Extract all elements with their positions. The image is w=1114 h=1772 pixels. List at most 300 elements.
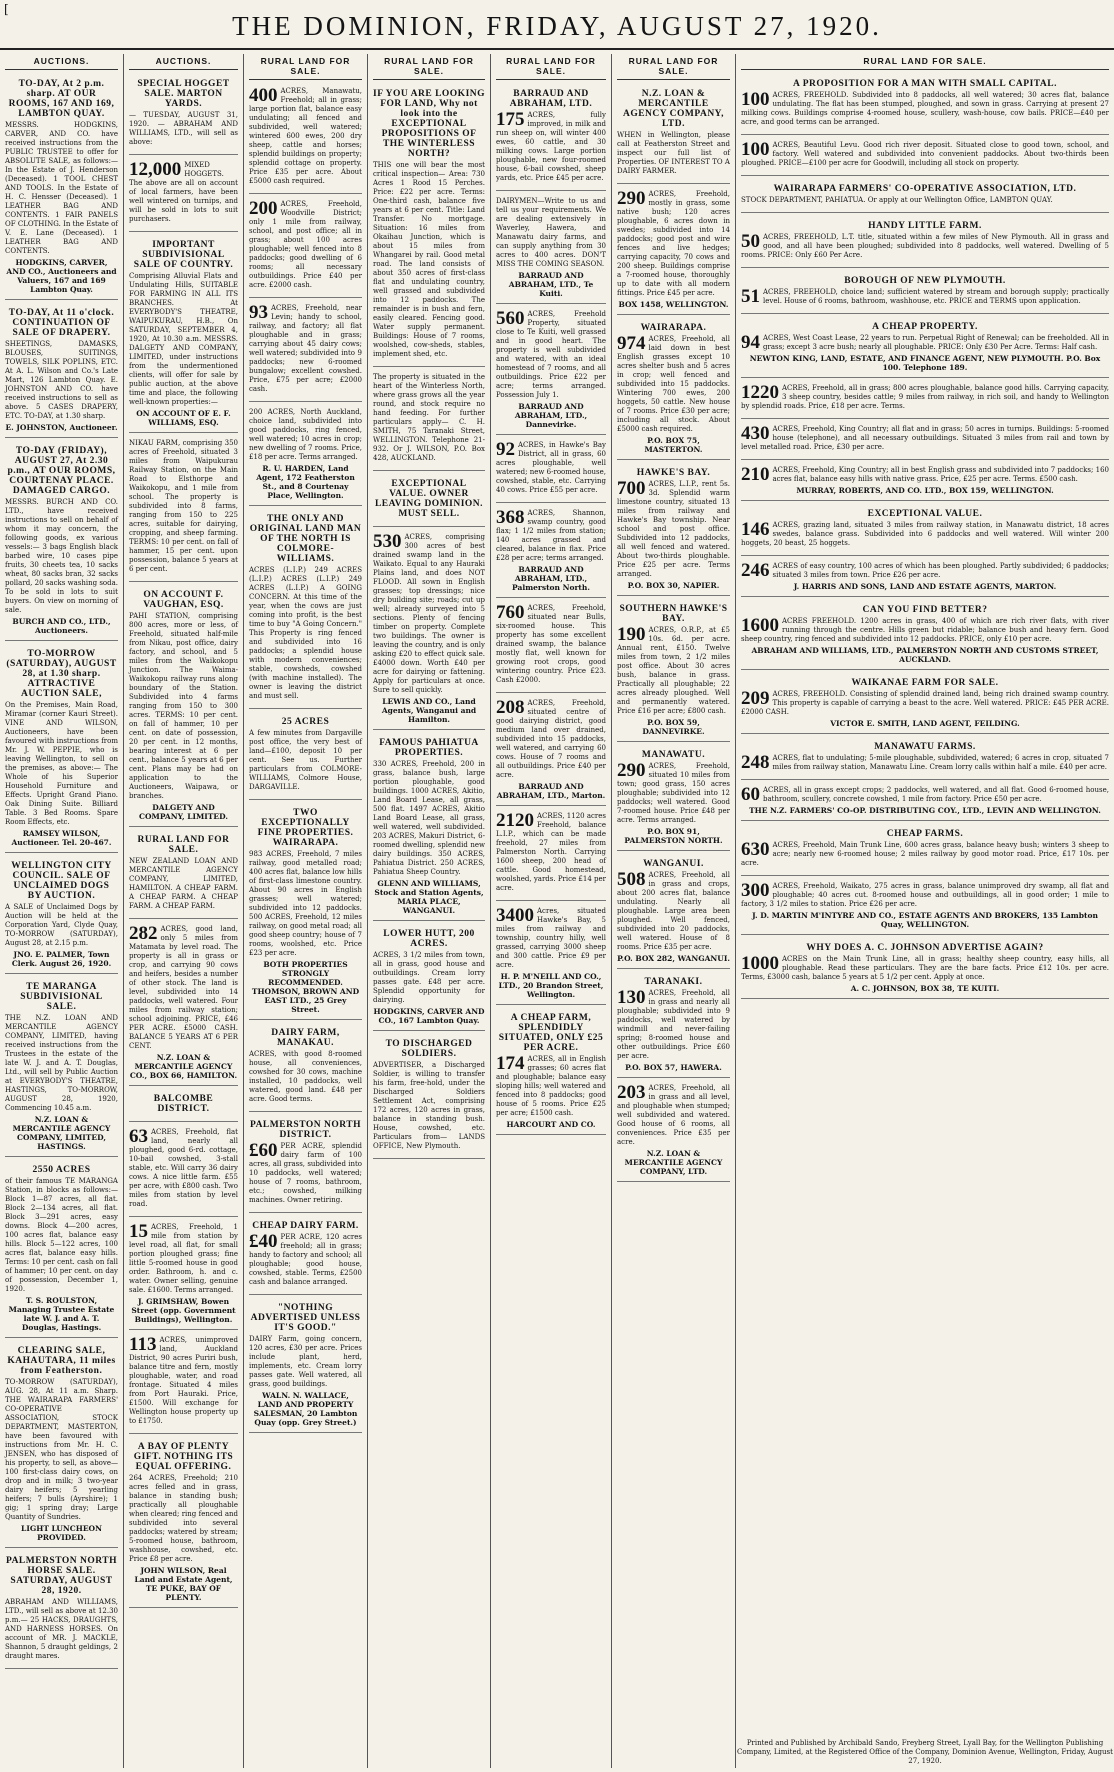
ad-body-text: ACRES, grazing land, situated 3 miles from railway station, in Manawatu district, 18 acres swedes, balance grass. Subdivided into 6 paddocks and well watered. Will winter 200 hoggets, 20 beast, 25 hoggets.: [741, 521, 1109, 547]
ad-body-text: ACRES, Manawatu, Freehold; all in grass; large portion flat, balance easy undulating; all fenced and subdivided, well watered; wintered 600 ewes, 200 dry sheep, cattle and horses; splendid buildings on property; splendid cottage on property. Price £35 per acre. About £5000 cash required.: [249, 87, 362, 185]
advertisement: [741, 74, 1109, 135]
ad-body: [617, 989, 730, 1061]
ad-body-text: ACRES, Freehold, situated 10 miles from town; good grass, 150 acres ploughable; subdivided into 12 paddocks; well watered. Good 7-roomed house. Price £48 per acre. Terms arranged.: [617, 762, 730, 824]
ad-lead-figure: 15: [129, 1221, 148, 1242]
ad-lead-figure: 146: [741, 519, 770, 540]
column-2: [124, 54, 244, 1768]
advertisement: [129, 436, 238, 582]
advertisement: [5, 977, 118, 1157]
ad-body: [741, 521, 1109, 548]
column-header: RURAL LAND FOR SALE.: [373, 54, 485, 80]
ad-body: [741, 786, 1109, 804]
ad-body-text: ACRES, FREEHOLD, L.T. title, situated within a few miles of New Plymouth. All in grass and good, and all have been ploughed; subdivided into 8 paddocks, well watered. Dwelling of 5 rooms. PRICE: Only £60 Per Acre.: [741, 233, 1109, 259]
advertisement: [496, 307, 606, 435]
advertisement: [741, 938, 1109, 999]
ad-lead-figure: 700: [617, 478, 646, 499]
column-header: RURAL LAND FOR SALE.: [249, 54, 362, 80]
ad-signature: LIGHT LUNCHEON PROVIDED.: [21, 1524, 102, 1542]
column-header: RURAL LAND FOR SALE.: [496, 54, 606, 80]
ad-signature: P.O. BOX 75, MASTERTON.: [644, 436, 703, 454]
ad-body: [496, 1055, 606, 1118]
advertisement: [5, 1551, 118, 1669]
ad-body-text: ACRES, Freehold, all in grass and nearly all ploughable; subdivided into 9 paddocks, well watered by windmill and never-failing spring; 8-roomed house and other outbuildings. Price £60 per acre.: [617, 989, 730, 1060]
ad-signature: THE N.Z. FARMERS' CO-OP. DISTRIBUTING COY., LTD., LEVIN AND WELLINGTON.: [749, 806, 1101, 815]
ad-heading: A BAY OF PLENTY GIFT. NOTHING ITS EQUAL OFFERING.: [133, 1442, 234, 1472]
ad-body-text: ACRES, L.I.P., rent 5s. 3d. Splendid warm limestone country, situated 13 miles from railway and Hawke's Bay township. Near school and post office. Subdivided into 12 paddocks, all well fenced and watered. About two-thirds ploughable. Price £25 per acre. Terms arranged.: [617, 480, 730, 578]
ad-body: [741, 384, 1109, 411]
ad-heading: TO-DAY (FRIDAY), AUGUST 27, At 2.30 p.m., AT OUR ROOMS, COURTENAY PLACE. DAMAGED CARGO.: [7, 446, 116, 496]
ad-body: [617, 762, 730, 825]
ad-body-text: ACRES, Freehold, situated centre of good dairying district, good medium land over drained, subdivided into 15 paddocks, well watered, and carrying 60 cows. House of 7 rooms and all outbuildings. Price £40 per acre.: [496, 699, 606, 779]
advertisement: [617, 1081, 730, 1182]
advertisement: [249, 197, 362, 298]
column-7: [736, 54, 1114, 1768]
advertisement: [741, 216, 1109, 268]
ad-lead-figure: 1600: [741, 615, 779, 636]
advertisement: [5, 74, 118, 300]
ad-body: [741, 288, 1109, 306]
advertisement: [741, 179, 1109, 213]
ad-body-text: ACRES, with good 8-roomed house, all conveniences, cowshed for 30 cows, machine installed, 10 paddocks, well watered, good land. £48 per acre. Good terms.: [249, 1050, 362, 1103]
ad-signature: ABRAHAM AND WILLIAMS, LTD., PALMERSTON NORTH AND CUSTOMS STREET, AUCKLAND.: [751, 646, 1099, 664]
ad-body: [496, 509, 606, 563]
ad-signature: LEWIS AND CO., Land Agents, Wanganui and Hamilton.: [381, 697, 477, 724]
advertisement: [617, 84, 730, 184]
ad-heading: TO-DAY, At 2 p.m. sharp. AT OUR ROOMS, 167 AND 169, LAMBTON QUAY.: [8, 79, 115, 119]
ad-signature: BARRAUD AND ABRAHAM, LTD., Te Kuiti.: [508, 271, 594, 298]
ad-heading: CHEAP DAIRY FARM.: [252, 1221, 359, 1231]
ad-lead-figure: 175: [496, 109, 525, 130]
ad-signature: J. HARRIS AND SONS, LAND AND ESTATE AGENTS, MARTON.: [793, 582, 1057, 591]
ad-lead-figure: 1000: [741, 953, 779, 974]
advertisement: [496, 84, 606, 191]
ad-signature: HODGKINS, CARVER, AND CO., Auctioneers and Valuers, 167 and 169 Lambton Quay.: [6, 258, 117, 294]
advertisement: [5, 856, 118, 974]
ad-lead-figure: 63: [129, 1126, 148, 1147]
ad-body-text: ACRES, FREEHOLD. Consisting of splendid drained land, being rich drained swamp country. This property is capable of carrying a beast to the acre. Well watered. PRICE: £45 PER ACRE. £2000 CASH.: [741, 690, 1109, 716]
ad-body-text: DAIRYMEN—Write to us and tell us your requirements. We are dealing extensively in Waverley, Hawera, and Manawatu dairy farms, and can supply anything from 30 acres to 400 acres. DON'T MISS THE COMING SEASON.: [496, 197, 606, 268]
column-5: [491, 54, 612, 1768]
ad-signature: BOX 1458, WELLINGTON.: [618, 300, 729, 309]
ad-body: [496, 111, 606, 183]
ad-body-text: ACRES, Freehold, all in grass and all level, and ploughable when stumped; well subdivided and watered. Good house of 6 rooms, all conveniences. Price £35 per acre.: [617, 1084, 730, 1146]
ad-lead-figure: 400: [249, 85, 278, 106]
ad-body: [741, 955, 1109, 982]
ad-body: [496, 604, 606, 685]
ad-signature: E. JOHNSTON, Auctioneer.: [5, 423, 118, 432]
ad-body-text: ACRES, Beautiful Levu. Good rich river deposit. Situated close to good town, school, and factory. Well watered and subdivided into convenient paddocks. About two-thirds been ploughed. PRICE—£100 per acre for Goodwill, including all stock on property.: [741, 141, 1109, 167]
ad-body: [741, 141, 1109, 168]
ad-signature: ON ACCOUNT OF E. F. WILLIAMS, ESQ.: [136, 409, 231, 427]
ad-signature: HODGKINS, CARVER AND CO., 167 Lambton Quay.: [373, 1007, 485, 1025]
ad-lead-figure: 100: [741, 89, 770, 110]
ad-lead-figure: 60: [741, 784, 760, 805]
ad-body: [5, 1598, 118, 1661]
ad-lead-figure: 50: [741, 231, 760, 252]
ad-lead-figure: 209: [741, 688, 770, 709]
ad-body-text: DAIRY Farm, going concern, 120 acres, £30 per acre. Prices include plant, herd, implements, etc. Cream lorry passes gate. Well watered, all grass, good buildings.: [249, 1335, 362, 1388]
ad-signature: P.O. BOX 91, PALMERSTON NORTH.: [624, 827, 723, 845]
ad-body-text: ADVERTISER, a Discharged Soldier, is willing to transfer his farm, free-hold, under the Discharged Soldiers Settlement Act, comprising 172 acres, 120 acres in grass, balance in standing bush. House, cowshed, etc. Particulars from— LANDS OFFICE, New Plymouth.: [373, 1061, 485, 1150]
ad-heading: "NOTHING ADVERTISED UNLESS IT'S GOOD.": [250, 1303, 361, 1333]
advertisement: [741, 317, 1109, 378]
ad-body: [249, 566, 362, 701]
ad-signature: J. D. MARTIN M'INTYRE AND CO., ESTATE AGENTS AND BROKERS, 135 Lambton Quay, WELLINGTON.: [752, 911, 1098, 929]
ad-lead-figure: 92: [496, 439, 515, 460]
ad-body-text: ACRES, O.R.P., at £5 10s. 6d. per acre. Annual rent, £150. Twelve miles from town, 2 1/2 miles post office. About 30 acres bush, balance in grass. Practically all ploughable; 22 acres already ploughed. Well and permanently watered. Price £16 per acre; £800 cash.: [617, 626, 730, 715]
advertisement: [496, 438, 606, 503]
ad-lead-figure: 93: [249, 302, 268, 323]
advertisement: [373, 370, 485, 471]
advertisement: [129, 1089, 238, 1122]
advertisement: [249, 509, 362, 709]
ad-body-text: 983 ACRES, Freehold, 7 miles railway, good metalled road; 400 acres flat, balance low hills of first-class limestone country. About 90 acres in English grasses; well watered; subdivided into 12 paddocks. 500 ACRES, Freehold, 12 miles railway, on good metal road; all good sheep country; house of 7 rooms, woolshed, etc. Price £23 per acre.: [249, 850, 362, 957]
advertisement: [741, 504, 1109, 556]
ad-signature: BURCH AND CO., LTD., Auctioneers.: [12, 617, 111, 635]
advertisement: [496, 696, 606, 806]
ad-lead-figure: 210: [741, 464, 770, 485]
ad-body: [249, 200, 362, 290]
ad-body: [617, 871, 730, 952]
ad-signature: A. C. JOHNSON, BOX 38, TE KUITI.: [850, 984, 1000, 993]
ad-body-text: 264 ACRES, Freehold; 210 acres felled and in grass, balance in standing bush; practically all ploughable when cleared; ring fenced and subdivided into several paddocks; watered by stream; 5-roomed house, bathroom, washhouse, cowshed, etc. Price £8 per acre.: [129, 1474, 238, 1563]
ad-body: [5, 498, 118, 615]
ad-body-text: ACRES, 3 1/2 miles from town, all in grass, good house and outbuildings. Cream lorry passes gate. £48 per acre. Splendid opportunity for dairying.: [373, 951, 485, 1004]
ad-body: [373, 951, 485, 1005]
columns-container: [0, 54, 1114, 1768]
ad-heading: 2550 ACRES: [32, 1165, 91, 1175]
ad-body-text: ACRES, good land, only 5 miles from Matamata by level road. The property is all in grass or crop, and carrying 90 cows and heifers, besides a number of other stock. The land is level, subdivided into 14 paddocks, well watered. Four miles from railway station; school adjoining. PRICE, £46 PER ACRE. £5000 CASH. BALANCE 5 YEARS AT 6 PER CENT.: [129, 925, 238, 1050]
ad-lead-figure: 760: [496, 602, 525, 623]
advertisement: [249, 301, 362, 402]
ad-heading: TARANAKI.: [644, 977, 703, 987]
advertisement: [249, 1298, 362, 1433]
advertisement: [741, 138, 1109, 176]
advertisement: [129, 158, 238, 232]
ad-lead-figure: 2120: [496, 810, 534, 831]
advertisement: [617, 745, 730, 851]
ad-body-text: ACRES, Freehold, 1 mile from station by level road, all flat, for small portion ploughed grass; fine little 5-roomed house in good order. Bathroom, h. and c. water. Owner selling, genuine sale. £1600. Terms arranged.: [129, 1223, 238, 1294]
printer-imprint: Printed and Published by Archibald Sando, Freyberg Street, Lyall Bay, for the Wellington Publishing Company, Limited, at the Registered Office of the Company, Dominion Avenue, Wellington, Friday, August 27, 1920.: [737, 1739, 1113, 1765]
ad-lead-figure: 100: [741, 139, 770, 160]
ad-body: [129, 439, 238, 574]
ad-body: [741, 233, 1109, 260]
ad-body: [741, 334, 1109, 352]
ad-body: [129, 1223, 238, 1295]
ad-body: [5, 701, 118, 827]
ad-lead-figure: 290: [617, 188, 646, 209]
advertisement: [496, 1008, 606, 1135]
ad-body: [617, 1084, 730, 1147]
ad-heading: WANGANUI.: [643, 859, 704, 869]
ad-heading: EXCEPTIONAL VALUE.: [867, 509, 983, 519]
ad-heading: WAIKANAE FARM FOR SALE.: [851, 678, 999, 688]
ad-signature: WALN. N. WALLACE, LAND AND PROPERTY SALESMAN, 20 Lambton Quay (opp. Grey Street.): [253, 1391, 358, 1427]
ad-body: [741, 617, 1109, 644]
ad-heading: WELLINGTON CITY COUNCIL. SALE OF UNCLAIMED DOGS BY AUCTION.: [11, 861, 112, 901]
ad-body: [5, 1378, 118, 1522]
advertisement: [373, 733, 485, 921]
ad-lead-figure: 190: [617, 624, 646, 645]
ad-body: [373, 533, 485, 695]
advertisement: [617, 318, 730, 460]
ad-body: [373, 1061, 485, 1151]
ad-body: [249, 87, 362, 186]
ad-heading: CHEAP FARMS.: [886, 829, 964, 839]
ad-body-text: — TUESDAY, AUGUST 31, 1920. — ABRAHAM AND WILLIAMS, LTD., will sell as above:: [129, 111, 238, 146]
advertisement: [617, 854, 730, 969]
ad-body: [129, 161, 238, 224]
ad-signature: BOTH PROPERTIES STRONGLY RECOMMENDED. THOMSON, BROWN AND EAST LTD., 25 Grey Street.: [251, 960, 360, 1014]
ad-body: [496, 441, 606, 495]
ad-body-text: TO-MORROW (SATURDAY), AUG. 28, At 11 a.m. Sharp. THE WAIRARAPA FARMERS' CO-OPERATIVE ASSOCIATION, STOCK DEPARTMENT, MASTERTON, have been favoured with instructions from Mr. H. C. JENSEN, who has disposed of his property, to sell, as above— 100 first-class dairy cows, on drop and in milk; 3 two-year dairy heifers; 5 yearling heifers; 7 bulls (Ayrshire); 1 gig; 1 spring dray; Large Quantity of Sundries.: [5, 1378, 118, 1521]
ad-signature: GLENN AND WILLIAMS, Stock and Station Agents, MARIA PLACE, WANGANUI.: [374, 879, 484, 915]
ad-body-text: ACRES, Shannon, swamp country, good flax; 1 1/2 miles from station; 140 acres grassed and cleared, balance in flax. Price £28 per acre; terms arranged.: [496, 509, 606, 562]
ad-body: [617, 190, 730, 298]
ad-signature: NEWTON KING, LAND, ESTATE, AND FINANCE AGENT, NEW PLYMOUTH. P.O. Box 100. Telephone 189.: [749, 354, 1101, 372]
ad-body-text: THIS one will bear the most critical inspection— Area: 730 Acres 1 Rood 15 Perches. Price: £22 per acre. Terms: One-third cash, balance five years at 6 per cent. Title: Land Transfer. No mortgage. Situation: 16 miles from Okaihau Junction, which is about 15 miles from Whangarei by rail. Good metal road. The land consists of about 350 acres of first-class flat and undulating country, well grassed and subdivided into 12 paddocks. The remainder is in bush and fern, easily cleared. Fencing good. Water supply permanent. Buildings: House of 7 rooms, woolshed, cow-sheds, stables, implement shed, etc.: [373, 161, 485, 358]
ad-body: [5, 903, 118, 948]
ad-lead-figure: £60: [249, 1140, 278, 1161]
ad-body: [129, 925, 238, 1051]
ad-body-text: ACRES, Freehold, flat land, nearly all ploughed, good 6-rd. cottage, 10-bail cowshed, 3-stall stable, etc. Will carry 36 dairy cows. A nice little farm. £55 per acre, with £800 cash. Two miles from station by level road.: [129, 1128, 238, 1208]
ad-body: [129, 111, 238, 147]
ad-body: [496, 310, 606, 400]
ad-body: [129, 1474, 238, 1564]
advertisement: [496, 194, 606, 304]
masthead-title: THE DOMINION, FRIDAY, AUGUST 27, 1920.: [232, 11, 882, 41]
ad-body-text: The property is situated in the heart of the Winterless North, where grass grows all the year round, and stock require no hand feeding. For further particulars apply— C. H. SMITH, 75 Taranaki Street, WELLINGTON. Telephone 21-932. Or J. WILSON, P.O. Box 428, AUCKLAND.: [373, 373, 485, 462]
ad-signature: BARRAUD AND ABRAHAM, LTD., Dannevirke.: [514, 402, 588, 429]
ad-heading: TO-DAY, At 11 o'clock. CONTINUATION OF SALE OF DRAPERY.: [8, 308, 115, 338]
advertisement: [249, 1216, 362, 1295]
ad-body-text: Comprising Alluvial Flats and Undulating Hills, SUITABLE FOR FARMING IN ALL ITS BRANCHES. At EVERYBODY'S THEATRE, WAIPUKURAU, H.B., On SATURDAY, SEPTEMBER 4, 1920, At 10.30 a.m. MESSRS. DALGETY AND COMPANY, LIMITED, under instructions from the undermentioned clients, will offer for sale by public auction, at the above time and place, the following well-known properties:—: [129, 272, 238, 406]
advertisement: [5, 1160, 118, 1338]
advertisement: [249, 405, 362, 506]
advertisement: [373, 84, 485, 367]
advertisement: [373, 474, 485, 527]
ad-heading: A PROPOSITION FOR A MAN WITH SMALL CAPITAL.: [793, 79, 1057, 89]
ad-lead-figure: 530: [373, 531, 402, 552]
ad-lead-figure: 248: [741, 752, 770, 773]
advertisement: [129, 830, 238, 919]
ad-body-text: ACRES on the Main Trunk Line, all in grass; healthy sheep country, easy hills, all ploughable. Read these particulars. They are the bare facts. Price £12 10s. per acre. Terms, £3000 cash, balance 5 years at 5 1/2 per cent. Apply at once.: [741, 955, 1109, 981]
ad-body-text: ACRES of easy country, 100 acres of which has been ploughed. Partly subdivided; 6 paddocks; situated 3 miles from town. Price £26 per acre.: [772, 562, 1109, 579]
ad-body-text: SHEETINGS, DAMASKS, BLOUSES, SUITINGS, TOWELS, SILK POPLINS, ETC. At A. L. Wilson and Co.'s Late Mart, 126 Lambton Quay. E. JOHNSTON AND CO. have received instructions to sell as above. 5 CASES DRAPERY, ETC. TO-DAY, at 1.30 sharp.: [5, 340, 118, 420]
ad-body-text: NIKAU FARM, comprising 350 acres of Freehold, situated 3 miles from Waipukurau Railway Station, on the Main Road to Elsthorpe and Waikokopu, and 1 mile from school. The property is subdivided into 8 farms, ranging from 150 to 225 acres, suitable for dairying, cropping, and sheep farming. TERMS: 10 per cent. on fall of hammer, 15 per cent. upon possession, balance 5 years at 6 per cent.: [129, 439, 238, 573]
ad-body: [741, 91, 1109, 127]
ad-heading: MANAWATU.: [641, 750, 706, 760]
advertisement: [741, 559, 1109, 597]
advertisement: [129, 1333, 238, 1434]
advertisement: [249, 1115, 362, 1213]
ad-lead-figure: 368: [496, 507, 525, 528]
advertisement: [741, 600, 1109, 670]
ad-lead-figure: 282: [129, 923, 158, 944]
ad-signature: JNO. E. PALMER, Town Clerk. August 26, 1920.: [11, 950, 112, 968]
ad-lead-figure: 560: [496, 308, 525, 329]
advertisement: [5, 644, 118, 853]
ad-heading: BALCOMBE DISTRICT.: [153, 1094, 214, 1114]
advertisement: [741, 381, 1109, 419]
ad-body: [741, 466, 1109, 484]
ad-body-text: ACRES, FREEHOLD. Subdivided into 8 paddocks, all well watered; 30 acres flat, balance undulating. The flat has been stumped, ploughed, and sown in grass. Carrying at present 27 milking cows. Buildings comprise 4-roomed house, scullery, wash-house, cow bails. PRICE—£40 per acre, and good terms can be arranged.: [741, 91, 1109, 126]
ad-signature: N.Z. LOAN & MERCANTILE AGENCY CO., BOX 66, HAMILTON.: [129, 1053, 238, 1080]
ad-lead-figure: 174: [496, 1053, 525, 1074]
ad-body-text: ACRES, all in grass except crops; 2 paddocks, well watered, and all flat. Good 6-roomed house, bathroom, scullery, concrete cowshed, 1 mile from factory. Price £50 per acre.: [763, 786, 1109, 803]
ad-body-text: ACRES, Freehold, Woodville District; only 1 mile from railway, school, and post office; all in grass; about 100 acres ploughable; well fenced into 8 paddocks; good dwelling of 6 rooms; all necessary outbuildings. Price £40 per acre. £2000 cash.: [249, 200, 362, 289]
ad-body: [741, 562, 1109, 580]
ad-lead-figure: 94: [741, 332, 760, 353]
ad-heading: TO-MORROW (SATURDAY), AUGUST 28, at 1.30 sharp. ATTRACTIVE AUCTION SALE,: [6, 649, 117, 699]
advertisement: [129, 585, 238, 827]
ad-body: [5, 340, 118, 421]
ad-lead-figure: 630: [741, 839, 770, 860]
ad-signature: P.O. BOX 282, WANGANUI.: [617, 954, 730, 963]
ad-heading: A CHEAP PROPERTY.: [872, 322, 978, 332]
ad-lead-figure: 51: [741, 286, 760, 307]
ad-heading: THE ONLY AND ORIGINAL LAND MAN OF THE NORTH IS COLMORE-WILLIAMS.: [249, 514, 362, 564]
ad-body: [617, 626, 730, 716]
ad-signature: MURRAY, ROBERTS, AND CO. LTD., BOX 159, WELLINGTON.: [796, 486, 1054, 495]
ad-body-text: Acres, situated Hawke's Bay, 5 miles from railway and township, country hilly, well grassed, carrying 3000 sheep and 300 cattle. Price £9 per acre.: [496, 907, 606, 969]
ad-heading: A CHEAP FARM, SPLENDIDLY SITUATED, ONLY £25 PER ACRE.: [498, 1013, 604, 1053]
ad-heading: SOUTHERN HAWKE'S BAY.: [619, 604, 728, 624]
advertisement: [617, 972, 730, 1078]
ad-signature: JOHN WILSON, Real Land and Estate Agent, TE PUKE, BAY OF PLENTY.: [134, 1566, 233, 1602]
advertisement: [617, 599, 730, 742]
ad-signature: P.O. BOX 59, DANNEVIRKE.: [642, 718, 705, 736]
ad-lead-figure: 3400: [496, 905, 534, 926]
ad-body-text: A few minutes from Dargaville post office, the very best of land—£100, deposit 10 per cent. See us. Further particulars from COLMORE-WILLIAMS, Colmore House, DARGAVILLE.: [249, 729, 362, 791]
ad-lead-figure: 974: [617, 333, 646, 354]
ad-body: [496, 197, 606, 269]
ad-body: [741, 196, 1109, 205]
ad-lead-figure: 130: [617, 987, 646, 1008]
ad-lead-figure: 430: [741, 423, 770, 444]
advertisement: [741, 824, 1109, 876]
ad-body-text: MESSRS. HODGKINS, CARVER, AND CO. have received instructions from the PUBLIC TRUSTEE to offer for ABSOLUTE SALE, as follows:— In the Estate of J. Henderson (Deceased). 1 TOOL CHEST AND TOOLS. In the Estate of H. C. Hensser (Deceased). 1 LEATHER BAG AND CONTENTS. 1 FAIR PANELS OF CLOTHING. In the Estate of V. E. Lane (Deceased). 1 LEATHER BAG AND CONTENTS.: [5, 121, 118, 255]
ad-body: [496, 812, 606, 893]
ad-lead-figure: 508: [617, 869, 646, 890]
ad-body-text: ACRES, unimproved land, Auckland District, 90 acres Puriri bush, balance titre and fern, mostly ploughable, water, and road frontage. Situated 4 miles from Port Hauraki. Price, £1500. Will exchange for Wellington house property up to £1750.: [129, 1336, 238, 1425]
advertisement: [496, 809, 606, 901]
column-header: RURAL LAND FOR SALE.: [741, 54, 1109, 70]
column-header: AUCTIONS.: [5, 54, 118, 70]
advertisement: [129, 235, 238, 433]
ad-signature: N.Z. LOAN & MERCANTILE AGENCY COMPANY, LTD.: [624, 1149, 723, 1176]
ad-body-text: On the Premises, Main Road, Miramar (corner Kauri Street). VINE AND WILSON, Auctioneers, have been favoured with instructions from Mr. J. W. PEPPIE, who is leaving Wellington, to sell on the premises, as above:— The Whole of his Superior Household Furniture and Effects. Upright Grand Piano. Oak Dining Suite. Billiard Table. 3 Bed Rooms. Spare Room Effects, etc.: [5, 701, 118, 826]
advertisement: [617, 463, 730, 596]
ad-heading: FAMOUS PAHIATUA PROPERTIES.: [379, 738, 479, 758]
ad-body: [741, 690, 1109, 717]
advertisement: [741, 271, 1109, 314]
advertisement: [249, 84, 362, 194]
advertisement: [741, 783, 1109, 821]
ad-body-text: ACRES, fully improved, in milk and run sheep on, will winter 400 ewes, 60 cattle, and 30 milking cows. Large portion ploughable, new four-roomed house, 6-bail cowshed, sheep yards, etc. Price £45 per acre.: [496, 111, 606, 182]
advertisement: [249, 1023, 362, 1112]
advertisement: [129, 1125, 238, 1217]
ad-body-text: of their famous TE MARANGA Station, in blocks as follows:— Block 1—87 acres, all flat. Block 2—134 acres, all flat. Block 3—291 acres, easy downs. Block 4—200 acres, 100 acres flat, balance easy hills. Block 5—122 acres, 100 acres flat, balance easy hills. Terms: 10 per cent. cash on fall of hammer; 10 per cent. on day of possession, December 1, 1920.: [5, 1177, 118, 1293]
ad-body-text: ACRES, Freehold, King Country; all in best English grass and subdivided into 7 paddocks; 160 acres flat, balance easy hills with native grass. Price, £25 per acre. Terms. £500 cash.: [772, 466, 1109, 483]
ad-body-text: ACRES, Freehold, all laid down in best English grasses except 10 acres shelter bush and 5 acres in crop; well fenced and subdivided into 15 paddocks. Wintering 700 ewes, 200 hoggets, 50 cattle. New house of 7 rooms. Price £30 per acre; including all stock. About £5000 cash required.: [617, 335, 730, 433]
ad-body-text: A SALE of Unclaimed Dogs by Auction will be held at the Corporation Yard, Clyde Quay, TO-MORROW (SATURDAY), August 28, at 2.15 p.m.: [5, 903, 118, 947]
ad-heading: TO DISCHARGED SOLDIERS.: [385, 1039, 473, 1059]
ad-body-text: WHEN in Wellington, please call at Featherston Street and inspect our full list of Properties. OF INTEREST TO A DAIRY FARMER.: [617, 131, 730, 175]
ad-heading: IF YOU ARE LOOKING FOR LAND, Why not look into the EXCEPTIONAL PROPOSITIONS OF THE WINTERLESS NORTH?: [373, 89, 486, 159]
ad-body: [741, 841, 1109, 868]
advertisement: [741, 737, 1109, 780]
ad-body-text: 330 ACRES, Freehold, 200 in grass, balance bush, large portion ploughable, good buildings. 1000 ACRES, Akitio, Land Board Lease, all grass, 500 flat. 1497 ACRES, Akitio Land Board Lease, all grass, well watered, well subdivided. 203 ACRES, Makuri District, 6-roomed dwelling, splendid new dairy buildings. 350 ACRES, Pahiatua District. 250 ACRES, Pahiatua Sheep Country.: [373, 760, 485, 876]
ad-heading: PALMERSTON NORTH HORSE SALE. SATURDAY, AUGUST 28, 1920.: [5, 1556, 118, 1596]
ad-heading: SPECIAL HOGGET SALE. MARTON YARDS.: [137, 79, 230, 109]
column-3: [244, 54, 368, 1768]
advertisement: [249, 803, 362, 1020]
ad-signature: R. U. HARDEN, Land Agent, 172 Featherston St., and 8 Courtenay Place, Wellington.: [256, 464, 355, 500]
column-header: AUCTIONS.: [129, 54, 238, 70]
ad-heading: 25 ACRES: [281, 717, 330, 727]
ad-signature: T. S. ROULSTON, Managing Trustee Estate late W. J. and A. T. Douglas, Hastings.: [8, 1296, 115, 1332]
ad-body-text: ACRES, Freehold, situated near Bulls, six-roomed house. This property has some excellent drained swamp, the balance mostly flat, well known for growing root crops, good wintering country. Price £23. Cash £2000.: [496, 604, 606, 684]
ad-heading: WAIRARAPA.: [640, 323, 707, 333]
ad-heading: BARRAUD AND ABRAHAM, LTD.: [509, 89, 593, 109]
ad-body-text: ABRAHAM AND WILLIAMS, LTD., will sell as above at 12.30 p.m.— 25 HACKS, DRAUGHTS, AND HARNESS HORSES. On account of MR. J. MACKLE, Shannon, 5 draught geldings, 2 draught mares.: [5, 1598, 118, 1660]
ad-body: [129, 272, 238, 407]
ad-body: [617, 335, 730, 434]
ad-body-text: 200 ACRES, North Auckland, choice land, subdivided into good paddocks, ring fenced, well watered; 10 acres in crop; new dwelling of 7 rooms. Price, £18 per acre. Terms arranged.: [249, 408, 362, 461]
ad-body-text: PER ACRE, splendid dairy farm of 100 acres, all grass, subdivided into 10 paddocks, well watered; house of 7 rooms, bathroom, etc.; cowshed, milking machines. Owner retiring.: [249, 1142, 362, 1204]
ad-body: [129, 612, 238, 801]
ad-body: [5, 1014, 118, 1113]
ad-lead-figure: 1220: [741, 382, 779, 403]
ad-heading: RURAL LAND FOR SALE.: [137, 835, 230, 855]
ad-body: [249, 408, 362, 462]
ad-lead-figure: 113: [129, 1334, 157, 1355]
ad-heading: ON ACCOUNT F. VAUGHAN, ESQ.: [143, 590, 224, 610]
advertisement: [373, 924, 485, 1031]
ad-body-text: ACRES, in Hawke's Bay District, all in grass, 60 acres ploughable, well watered; new 6-roomed house, cowshed, stable, etc. Carrying 40 cows. Price £55 per acre.: [496, 441, 606, 494]
advertisement: [5, 441, 118, 641]
ad-body: [249, 1142, 362, 1205]
ad-body: [249, 850, 362, 958]
ad-body-text: ACRES, Freehold Property, situated close to Te Kuiti, well grassed and in good heart. The property is well subdivided and watered, with an ideal homestead of 7 rooms, and all outbuildings. Price £22 per acre; terms arranged. Possession July 1.: [496, 310, 606, 399]
ad-heading: WHY DOES A. C. JOHNSON ADVERTISE AGAIN?: [806, 943, 1044, 953]
column-4: [368, 54, 491, 1768]
ad-body-text: ACRES, Freehold, mostly in grass, some native bush; 120 acres ploughable, 6 acres down in swedes; subdivided into 14 paddocks; good post and wire fences and live hedges; carrying capacity, 70 cows and 200 sheep. Buildings comprise a 7-roomed house, thoroughly up to date with all modern fittings. Price £45 per acre.: [617, 190, 730, 297]
ad-heading: DAIRY FARM, MANAKAU.: [271, 1028, 340, 1048]
ad-body-text: PER ACRE, 120 acres freehold; all in grass; handy to factory and school; all ploughable; good house, cowshed, stable. Terms, £2500 cash and balance arranged.: [249, 1233, 362, 1286]
ad-signature: HARCOURT AND CO.: [506, 1120, 596, 1129]
ad-body-text: NEW ZEALAND LOAN AND MERCANTILE AGENCY COMPANY, LIMITED, HAMILTON. A CHEAP FARM. A CHEAP FARM. A CHEAP FARM. A CHEAP FARM.: [129, 857, 238, 910]
ad-body-text: ACRES, 1120 acres Freehold, balance L.I.P., which can be made freehold, 27 miles from Palmerston North. Carrying 1600 sheep, 200 head of cattle. Good homestead, woolshed, yards. Price £14 per acre.: [496, 812, 607, 892]
ad-heading: EXCEPTIONAL VALUE. OWNER LEAVING DOMINION. MUST SELL.: [374, 479, 484, 519]
advertisement: [373, 530, 485, 730]
ad-body-text: ACRES, FREEHOLD, choice land; sufficient watered by stream and borough supply; practically level. House of 6 rooms, bathroom, washhouse, etc. PRICE and TERMS upon application.: [763, 288, 1109, 305]
ad-heading: TE MARANGA SUBDIVISIONAL SALE.: [20, 982, 103, 1012]
ad-body: [496, 907, 606, 970]
ad-body-text: MIXED HOGGETS. The above are all on account of local farmers, have been well wintered on turnips, and will be sold in lots to suit purchasers.: [129, 161, 238, 223]
ad-body: [249, 1233, 362, 1287]
ad-signature: BARRAUD AND ABRAHAM, LTD., Palmerston North.: [512, 565, 590, 592]
ad-body: [373, 760, 485, 877]
ad-body: [741, 754, 1109, 772]
ad-body: [5, 121, 118, 256]
ad-lead-figure: 12,000: [129, 159, 182, 180]
ad-signature: P.O. BOX 57, HAWERA.: [625, 1063, 722, 1072]
ad-body-text: ACRES, Freehold, King Country; all flat and in grass; 50 acres in turnips. Buildings: 5-roomed house (telephone), and all necessary outbuildings. Situated 3 miles from rail and town by level metalled road. Price, £30 per acre.: [741, 425, 1109, 451]
advertisement: [496, 506, 606, 598]
ad-body-text: ACRES, Freehold, Waikato, 275 acres in grass, balance unimproved dry swamp, all flat and ploughable; 40 acres cut. 8-roomed house and outbuildings, all in good order; 1 mile to factory, 3 1/2 miles to station. Price £26 per acre.: [741, 882, 1109, 908]
